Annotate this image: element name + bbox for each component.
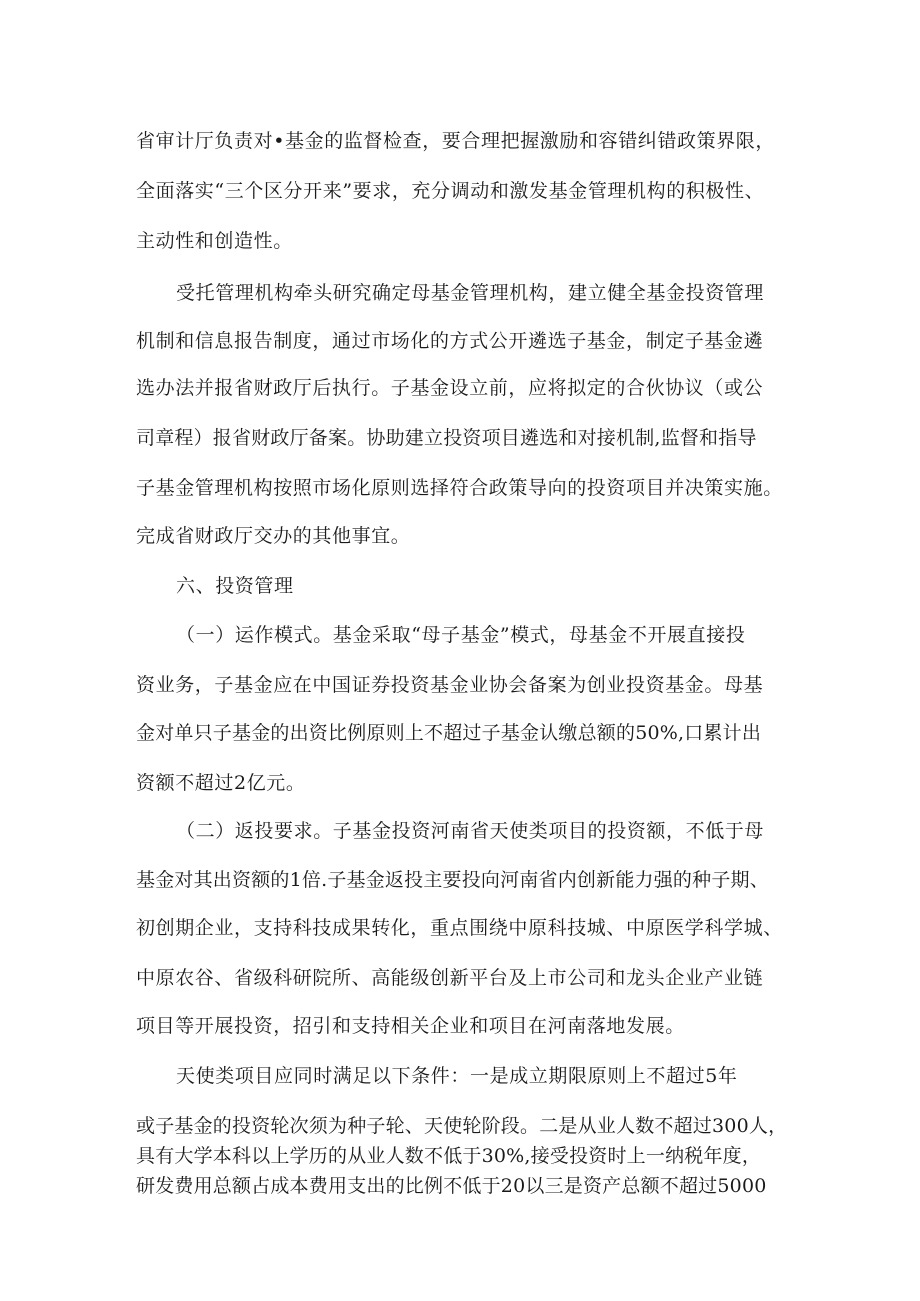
text-line: 子基金管理机构按照市场化原则选择符合政策导向的投资项目并决策实施。	[136, 477, 783, 499]
text-line: 受托管理机构牵头研究确定母基金管理机构，建立健全基金投资管理	[176, 282, 765, 304]
text-line: 省审计厅负责对•基金的监督检查，要合理把握激励和容错纠错政策界限，	[136, 130, 776, 152]
text-line: 资业务，子基金应在中国证券投资基金业协会备案为创业投资基金。母基	[136, 674, 764, 696]
text-line: 资额不超过2亿元。	[136, 772, 306, 794]
section-heading: 六、投资管理	[176, 575, 294, 597]
text-line: 完成省财政厅交办的其他事宜。	[136, 525, 411, 547]
text-line: 中原农谷、省级科研院所、高能级创新平台及上市公司和龙头企业产业链	[136, 967, 764, 989]
text-line: 或子基金的投资轮次须为种子轮、天使轮阶段。二是从业人数不超过300人，	[136, 1115, 788, 1137]
text-line: 司章程）报省财政厅备案。协助建立投资项目遴选和对接机制,监督和指导	[136, 427, 757, 449]
text-line: 金对单只子基金的出资比例原则上不超过子基金认缴总额的50%,口累计出	[136, 722, 762, 744]
text-line: （一）运作模式。基金采取“母子基金”模式，母基金不开展直接投	[176, 624, 746, 646]
text-line: 主动性和创造性。	[136, 230, 293, 252]
text-line: 全面落实“三个区分开来”要求，充分调动和激发基金管理机构的积极性、	[136, 180, 765, 202]
text-line: 具有大学本科以上学历的从业人数不低于30%,接受投资时上一纳税年度，	[136, 1145, 762, 1167]
text-line: 机制和信息报告制度，通过市场化的方式公开遴选子基金，制定子基金遴	[136, 330, 764, 352]
text-line: （二）返投要求。子基金投资河南省天使类项目的投资额，不低于母	[176, 820, 765, 842]
text-line: 初创期企业，支持科技成果转化，重点围绕中原科技城、中原医学科学城、	[136, 917, 783, 939]
text-line: 天使类项目应同时满足以下条件：一是成立期限原则上不超过5年	[176, 1065, 738, 1087]
text-line: 选办法并报省财政厅后执行。子基金设立前，应将拟定的合伙协议（或公	[136, 377, 764, 399]
text-line: 研发费用总额占成本费用支出的比例不低于20以三是资产总额不超过5000	[136, 1175, 767, 1197]
text-line: 项目等开展投资，招引和支持相关企业和项目在河南落地发展。	[136, 1015, 685, 1037]
text-line: 基金对其出资额的1倍.子基金返投主要投向河南省内创新能力强的种子期、	[136, 869, 769, 891]
